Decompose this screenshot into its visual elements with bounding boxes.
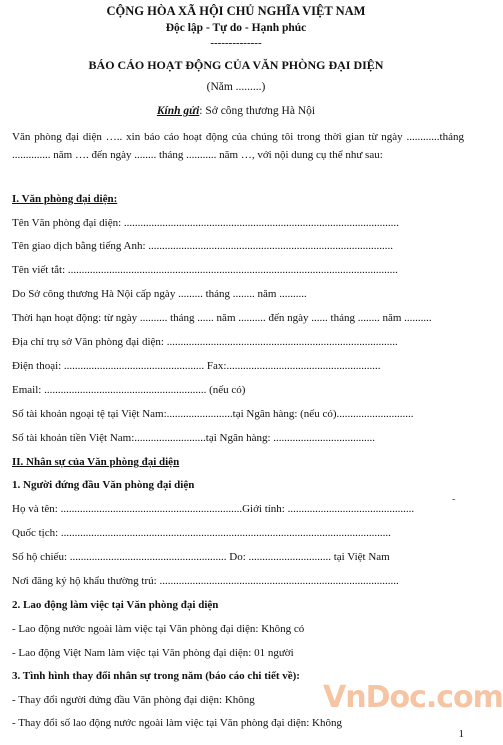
residence-line: Nơi đăng ký hộ khẩu thường trú: ....................................................................................... — [12, 575, 399, 587]
intro-paragraph: Văn phòng đại diện ….. xin báo cáo hoạt động của chúng tôi trong thời gian từ ngày ............tháng .............. năm …. đến ngày ........ tháng ........... năm …, với nội dung cụ thể như sau: — [12, 131, 464, 161]
section1-heading: I. Văn phòng đại diện: — [12, 193, 118, 205]
header-separator: -------------- — [210, 37, 262, 49]
section2-sub3-heading: 3. Tình hình thay đổi nhân sự trong năm (báo cáo chi tiết về): — [12, 670, 300, 682]
operation-period-line: Thời hạn hoạt động: từ ngày .......... tháng ...... năm .......... đến ngày ...... tháng ........ năm .......... — [12, 312, 432, 324]
foreign-account-line: Số tài khoản ngoại tệ tại Việt Nam:........................tại Ngân hàng: (nếu có)............................ — [12, 408, 414, 420]
head-change-line: - Thay đổi người đứng đầu Văn phòng đại diện: Không — [12, 694, 255, 706]
foreign-staff-change-line: - Thay đổi số lao động nước ngoài làm việc tại Văn phòng đại diện: Không — [12, 717, 343, 729]
nationality-line: Quốc tịch: ........................................................................................................................ — [12, 527, 391, 539]
motto: Độc lập - Tự do - Hạnh phúc — [165, 22, 307, 34]
foreign-staff-line: - Lao động nước ngoài làm việc tại Văn phòng đại diện: Không có — [12, 623, 305, 635]
issued-date-line: Do Sở công thương Hà Nội cấp ngày ......... tháng ........ năm .......... — [12, 288, 307, 300]
section2-sub1-heading: 1. Người đứng đầu Văn phòng đại diện — [12, 479, 195, 491]
email-line: Email: ........................................................... (nếu có) — [12, 384, 246, 396]
fullname-gender-line: Họ và tên: ..................................................................Giới tính: .............................................. — [12, 503, 415, 515]
addressee-label: Kính gửi — [156, 105, 200, 117]
section2-heading: II. Nhân sự của Văn phòng đại diện — [12, 456, 180, 468]
passport-line: Số hộ chiếu: ......................................................... Do: .............................. tại Việt Nam — [12, 551, 390, 563]
vndoc-watermark: VnDoc.com — [323, 680, 503, 715]
phone-fax-line: Điện thoại: ................................................... Fax:........................................................ — [12, 360, 381, 372]
document-title: BÁO CÁO HOẠT ĐỘNG CỦA VĂN PHÒNG ĐẠI DIỆN — [88, 58, 384, 72]
page-number: 1 — [458, 728, 464, 740]
office-name-line: Tên Văn phòng đại diện: .................................................................................................... — [12, 217, 399, 229]
addressee-line — [0, 105, 472, 117]
year-line: (Năm .........) — [206, 81, 266, 93]
abbreviation-line: Tên viết tắt: ........................................................................................................................ — [12, 264, 398, 276]
address-line: Địa chỉ trụ sở Văn phòng đại diện: .................................................................................... — [12, 336, 398, 348]
vnd-account-line: Số tài khoản tiền Việt Nam:..........................tại Ngân hàng: ..................................... — [12, 432, 376, 444]
country-header: CỘNG HÒA XÃ HỘI CHỦ NGHĨA VIỆT NAM — [106, 4, 366, 18]
addressee-value: : Sở công thương Hà Nội — [199, 105, 316, 117]
vietnamese-staff-line: - Lao động Việt Nam làm việc tại Văn phòng đại diện: 01 người — [12, 647, 294, 659]
english-name-line: Tên giao dịch bằng tiếng Anh: ......................................................................................... — [12, 240, 393, 252]
section2-sub2-heading: 2. Lao động làm việc tại Văn phòng đại diện — [12, 599, 219, 611]
stray-mark: ˜ — [452, 498, 456, 509]
